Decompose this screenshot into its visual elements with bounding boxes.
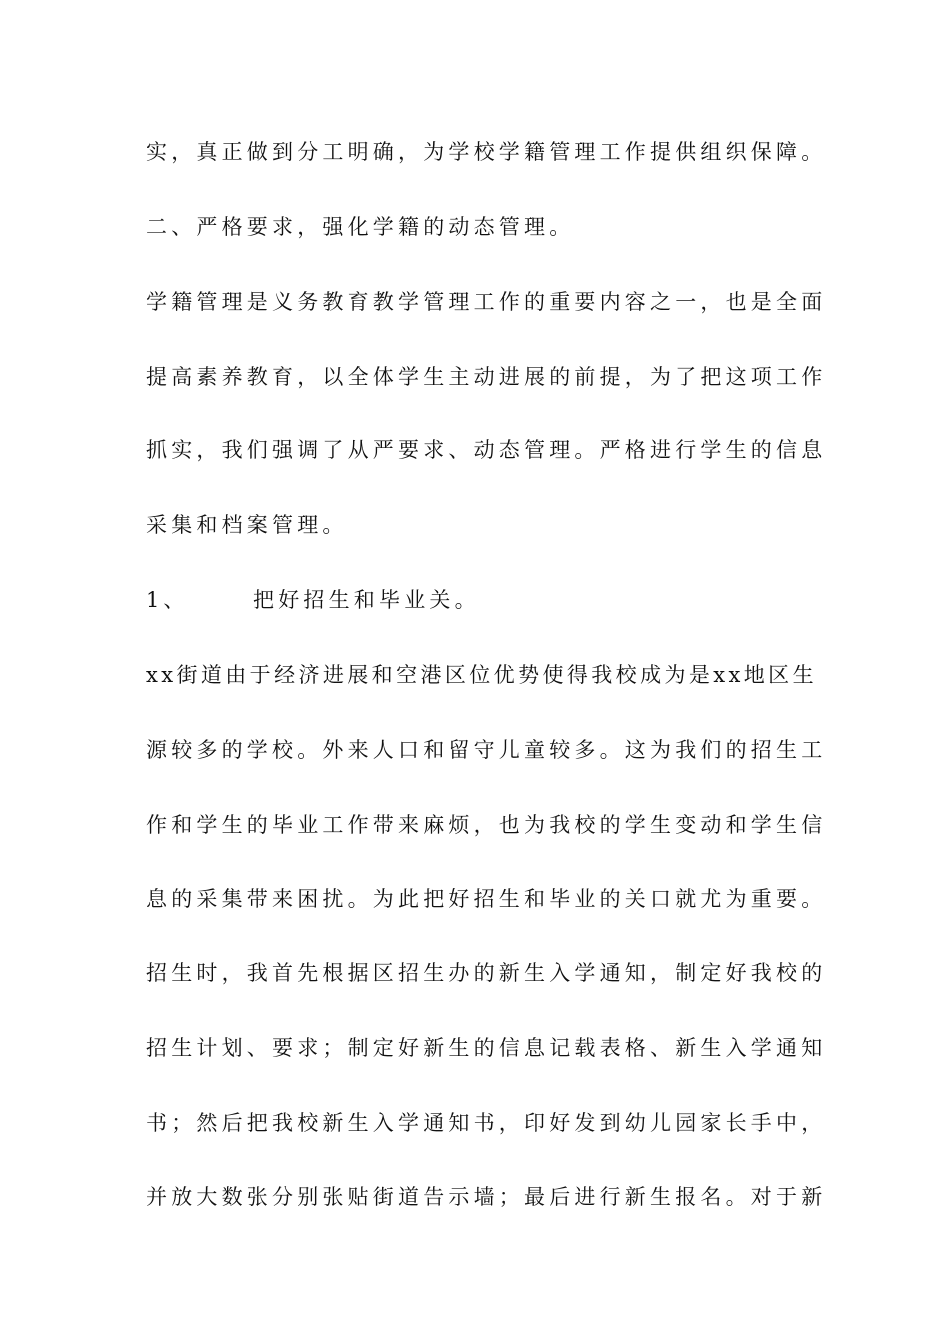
text-line: 学籍管理是义务教育教学管理工作的重要内容之一，也是全面	[146, 290, 827, 314]
text-line: 采集和档案管理。	[146, 513, 348, 537]
text-line: xx街道由于经济进展和空港区位优势使得我校成为是xx地区生	[146, 663, 817, 687]
text-line: 源较多的学校。外来人口和留守儿童较多。这为我们的招生工	[146, 738, 827, 762]
text-line: 作和学生的毕业工作带来麻烦，也为我校的学生变动和学生信	[146, 813, 827, 837]
text-line: 书；然后把我校新生入学通知书，印好发到幼儿园家长手中，	[146, 1111, 827, 1135]
text-line: 息的采集带来困扰。为此把好招生和毕业的关口就尤为重要。	[146, 887, 827, 911]
section-heading: 二、严格要求，强化学籍的动态管理。	[146, 215, 575, 239]
list-item	[146, 580, 566, 620]
text-line: 招生时，我首先根据区招生办的新生入学通知，制定好我校的	[146, 961, 827, 985]
text-line: 并放大数张分别张贴街道告示墙；最后进行新生报名。对于新	[146, 1185, 827, 1209]
text-line: 实，真正做到分工明确，为学校学籍管理工作提供组织保障。	[146, 140, 827, 164]
list-number: 1、	[146, 588, 189, 612]
text-line: 提高素养教育，以全体学生主动进展的前提，为了把这项工作	[146, 365, 827, 389]
text-line: 抓实，我们强调了从严要求、动态管理。严格进行学生的信息	[146, 438, 827, 462]
list-text: 把好招生和毕业关。	[253, 588, 480, 612]
text-line: 招生计划、要求；制定好新生的信息记载表格、新生入学通知	[146, 1036, 827, 1060]
